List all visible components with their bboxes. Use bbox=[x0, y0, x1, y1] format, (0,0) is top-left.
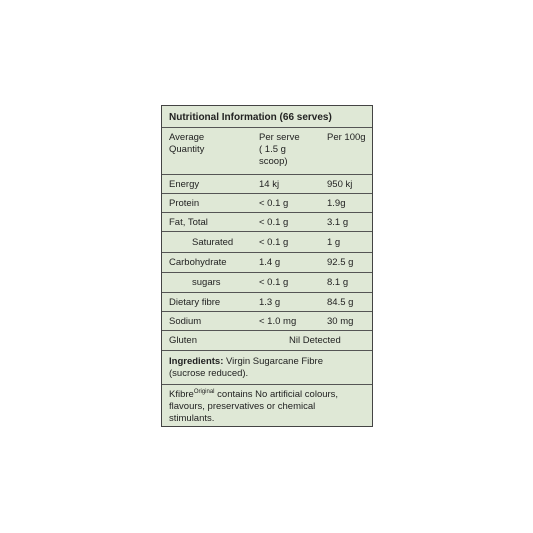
row-label: Fat, Total bbox=[169, 217, 208, 228]
row-fat-total bbox=[162, 213, 372, 232]
row-sugars bbox=[162, 273, 372, 293]
row-serve: < 0.1 g bbox=[259, 237, 289, 248]
row-label: sugars bbox=[192, 277, 221, 288]
row-per100: 1.9g bbox=[327, 198, 346, 209]
header-average: Average bbox=[169, 132, 205, 143]
row-label: Sodium bbox=[169, 316, 202, 327]
header-per-serve: Per serve bbox=[259, 132, 300, 143]
row-serve: < 0.1 g bbox=[259, 198, 289, 209]
brand-superscript: Original bbox=[193, 388, 215, 395]
row-per100: 1 g bbox=[327, 237, 341, 248]
row-label: Carbohydrate bbox=[169, 257, 227, 268]
nutrition-panel bbox=[161, 105, 373, 427]
header-serve-size: ( 1.5 g bbox=[259, 144, 286, 155]
row-per100: 950 kj bbox=[327, 179, 353, 190]
title-row bbox=[162, 106, 372, 128]
ingredients-line bbox=[169, 356, 323, 368]
row-saturated bbox=[162, 232, 372, 253]
row-serve: < 0.1 g bbox=[259, 277, 289, 288]
brand-name: Kfibre bbox=[169, 389, 194, 400]
row-gluten bbox=[162, 331, 372, 351]
panel-title: Nutritional Information (66 serves) bbox=[169, 112, 332, 123]
row-per100: 3.1 g bbox=[327, 217, 349, 228]
ingredients-block bbox=[162, 351, 372, 385]
row-label: Protein bbox=[169, 198, 200, 209]
ingredients-text: Virgin Sugarcane Fibre bbox=[223, 356, 324, 367]
row-serve: 1.3 g bbox=[259, 297, 281, 308]
row-serve: < 1.0 mg bbox=[259, 316, 297, 327]
row-serve: 1.4 g bbox=[259, 257, 281, 268]
header-row bbox=[162, 128, 372, 175]
footer-line-1 bbox=[169, 389, 338, 401]
header-per-100g: Per 100g bbox=[327, 132, 366, 143]
footer-text-1: contains No artificial colours, bbox=[214, 389, 339, 400]
row-per100: 30 mg bbox=[327, 316, 354, 327]
footer-block bbox=[162, 385, 372, 426]
ingredients-label: Ingredients: bbox=[169, 356, 224, 367]
row-serve: < 0.1 g bbox=[259, 217, 289, 228]
header-quantity: Quantity bbox=[169, 144, 205, 155]
row-label: Saturated bbox=[192, 237, 234, 248]
row-label: Energy bbox=[169, 179, 200, 190]
ingredients-note: (sucrose reduced). bbox=[169, 368, 249, 379]
row-label: Gluten bbox=[169, 335, 197, 346]
row-energy bbox=[162, 175, 372, 194]
row-sodium bbox=[162, 312, 372, 331]
footer-line-2: flavours, preservatives or chemical bbox=[169, 401, 316, 412]
header-scoop: scoop) bbox=[259, 156, 288, 167]
row-carbohydrate bbox=[162, 253, 372, 273]
row-serve: 14 kj bbox=[259, 179, 280, 190]
row-dietary-fibre bbox=[162, 293, 372, 312]
row-per100: 8.1 g bbox=[327, 277, 349, 288]
gluten-value: Nil Detected bbox=[289, 335, 341, 346]
row-per100: 92.5 g bbox=[327, 257, 354, 268]
row-label: Dietary fibre bbox=[169, 297, 221, 308]
row-per100: 84.5 g bbox=[327, 297, 354, 308]
footer-line-3: stimulants. bbox=[169, 413, 215, 424]
row-protein bbox=[162, 194, 372, 213]
